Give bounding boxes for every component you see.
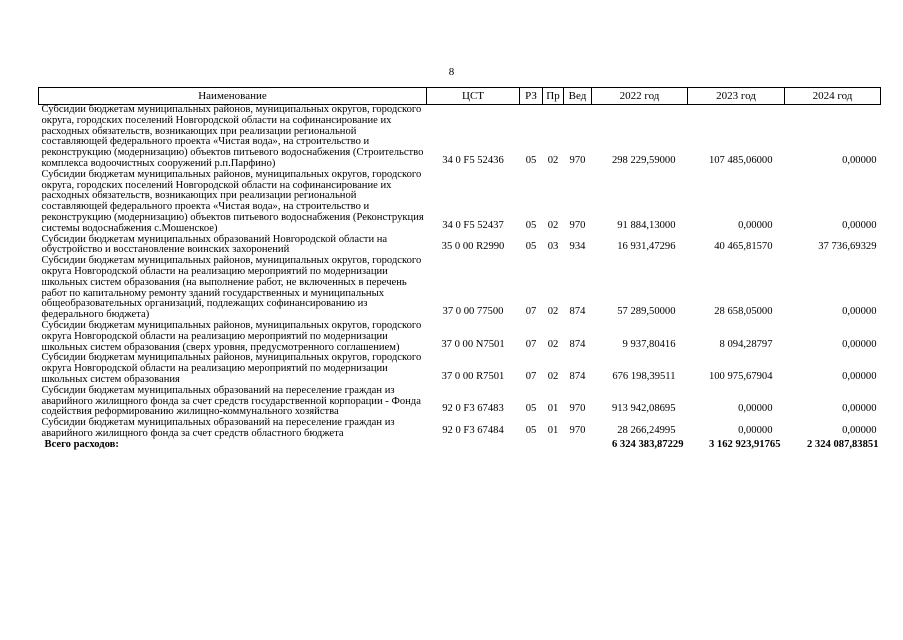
page-number: 8 xyxy=(448,66,455,78)
header-pr: Пр xyxy=(543,88,564,105)
row-name: Субсидии бюджетам муниципальных районов, муниципальных округов, городского округа, городских поселений Новгородской области на софинансирование их расходных обязательств, возникающих при реализации региональной составляющей федерального проекта «Чистая вода», на строительство и реконструкцию (модернизацию) объектов питьевого водоснабжения (Реконструкция системы водоснабжения с.Мошенское) xyxy=(41,168,424,234)
table-row xyxy=(39,256,881,321)
row-pr: 01 xyxy=(547,403,559,415)
row-2023: 107 485,06000 xyxy=(708,154,773,166)
row-2023: 0,00000 xyxy=(738,219,773,231)
row-cst: 92 0 F3 67483 xyxy=(442,403,504,415)
row-name: Субсидии бюджетам муниципальных образований Новгородской области на обустройство и восстановление воинских захоронений xyxy=(41,233,388,256)
row-ved: 874 xyxy=(569,338,586,350)
row-2023: 28 658,05000 xyxy=(714,306,773,318)
row-rz: 05 xyxy=(525,403,537,415)
row-2022: 28 266,24995 xyxy=(617,424,676,436)
row-rz: 07 xyxy=(525,338,537,350)
row-2022: 676 198,39511 xyxy=(612,370,676,382)
header-rz: РЗ xyxy=(520,88,543,105)
row-2022: 9 937,80416 xyxy=(622,338,676,350)
row-2022: 57 289,50000 xyxy=(617,306,676,318)
table-row xyxy=(39,386,881,418)
header-name: Наименование xyxy=(39,88,427,105)
table-row xyxy=(39,418,881,440)
total-2024: 2 324 087,83851 xyxy=(806,438,879,450)
row-pr: 02 xyxy=(547,219,559,231)
header-cst: ЦСТ xyxy=(427,88,520,105)
table-row xyxy=(39,105,881,170)
row-cst: 35 0 00 R2990 xyxy=(441,241,505,253)
row-2024: 0,00000 xyxy=(842,338,877,350)
row-name: Субсидии бюджетам муниципальных районов, муниципальных округов, городского округа Новгородской области на реализацию мероприятий по модернизации школьных систем образования (сверх уровня, предусмотренного соглашением) xyxy=(41,319,422,353)
row-rz: 07 xyxy=(525,306,537,318)
row-rz: 05 xyxy=(525,154,537,166)
row-ved: 970 xyxy=(569,154,586,166)
row-ved: 970 xyxy=(569,219,586,231)
row-2023: 0,00000 xyxy=(738,424,773,436)
row-2022: 16 931,47296 xyxy=(617,241,676,253)
row-pr: 02 xyxy=(547,338,559,350)
row-2024: 0,00000 xyxy=(842,154,877,166)
row-2022: 91 884,13000 xyxy=(617,219,676,231)
row-cst: 37 0 00 R7501 xyxy=(441,370,505,382)
row-ved: 874 xyxy=(569,370,586,382)
row-2024: 0,00000 xyxy=(842,370,877,382)
row-name: Субсидии бюджетам муниципальных районов, муниципальных округов, городского округа, городских поселений Новгородской области на софинансирование их расходных обязательств, возникающих при реализации региональной составляющей федерального проекта «Чистая вода», на строительство и реконструкцию (модернизацию) объектов питьевого водоснабжения (Строительство комплекса водоочистных сооружений р.п.Парфино) xyxy=(41,104,424,169)
row-2022: 913 942,08695 xyxy=(611,403,676,415)
budget-table xyxy=(38,87,881,452)
header-2024: 2024 год xyxy=(785,88,881,105)
total-2022: 6 324 383,87229 xyxy=(611,438,684,450)
table-row xyxy=(39,321,881,353)
row-cst: 92 0 F3 67484 xyxy=(442,424,504,436)
row-ved: 970 xyxy=(569,424,586,436)
row-ved: 934 xyxy=(569,241,586,253)
row-rz: 07 xyxy=(525,370,537,382)
row-name: Субсидии бюджетам муниципальных образований на переселение граждан из аварийного жилищного фонда за счет средств областного бюджета xyxy=(41,417,395,439)
table-body xyxy=(39,105,881,452)
table-row xyxy=(39,353,881,385)
row-pr: 02 xyxy=(547,370,559,382)
row-2024: 0,00000 xyxy=(842,219,877,231)
header-2022: 2022 год xyxy=(592,88,688,105)
row-cst: 34 0 F5 52436 xyxy=(442,154,504,166)
row-2024: 0,00000 xyxy=(842,403,877,415)
row-rz: 05 xyxy=(525,241,537,253)
row-pr: 02 xyxy=(547,154,559,166)
row-2023: 8 094,28797 xyxy=(719,338,773,350)
total-2023: 3 162 923,91765 xyxy=(708,438,781,450)
table-header xyxy=(39,88,881,105)
row-cst: 37 0 00 N7501 xyxy=(441,338,505,350)
row-ved: 970 xyxy=(569,403,586,415)
row-pr: 03 xyxy=(547,241,559,253)
header-ved: Вед xyxy=(564,88,592,105)
row-2023: 0,00000 xyxy=(738,403,773,415)
row-name: Субсидии бюджетам муниципальных образований на переселение граждан из аварийного жилищного фонда за счет средств государственной корпорации - Фонда содействия реформированию жилищно-коммунального хозяйства xyxy=(41,384,421,418)
total-row xyxy=(39,440,881,452)
table-row xyxy=(39,170,881,235)
total-label: Всего расходов: xyxy=(44,438,119,450)
row-pr: 02 xyxy=(547,306,559,318)
row-2023: 40 465,81570 xyxy=(714,241,773,253)
row-2024: 0,00000 xyxy=(842,306,877,318)
header-2023: 2023 год xyxy=(688,88,785,105)
table-row xyxy=(39,235,881,257)
row-rz: 05 xyxy=(525,219,537,231)
row-cst: 34 0 F5 52437 xyxy=(442,219,504,231)
row-2022: 298 229,59000 xyxy=(611,154,676,166)
row-rz: 05 xyxy=(525,424,537,436)
row-2024: 37 736,69329 xyxy=(818,241,877,253)
row-ved: 874 xyxy=(569,306,586,318)
row-name: Субсидии бюджетам муниципальных районов, муниципальных округов, городского округа Новгородской области на реализацию мероприятий по модернизации школьных систем образования xyxy=(41,352,422,385)
row-name: Субсидии бюджетам муниципальных районов, муниципальных округов, городского округа Новгородской области на реализацию мероприятий по модернизации школьных систем образования (на выполнение работ, не включенных в перечень работ по капитальному ремонту зданий государственных и муниципальных общеобразовательных организаций, подлежащих софинансированию из федерального бюджета) xyxy=(41,255,422,321)
row-2023: 100 975,67904 xyxy=(708,370,773,382)
row-pr: 01 xyxy=(547,424,559,436)
row-2024: 0,00000 xyxy=(842,424,877,436)
row-cst: 37 0 00 77500 xyxy=(442,306,504,318)
